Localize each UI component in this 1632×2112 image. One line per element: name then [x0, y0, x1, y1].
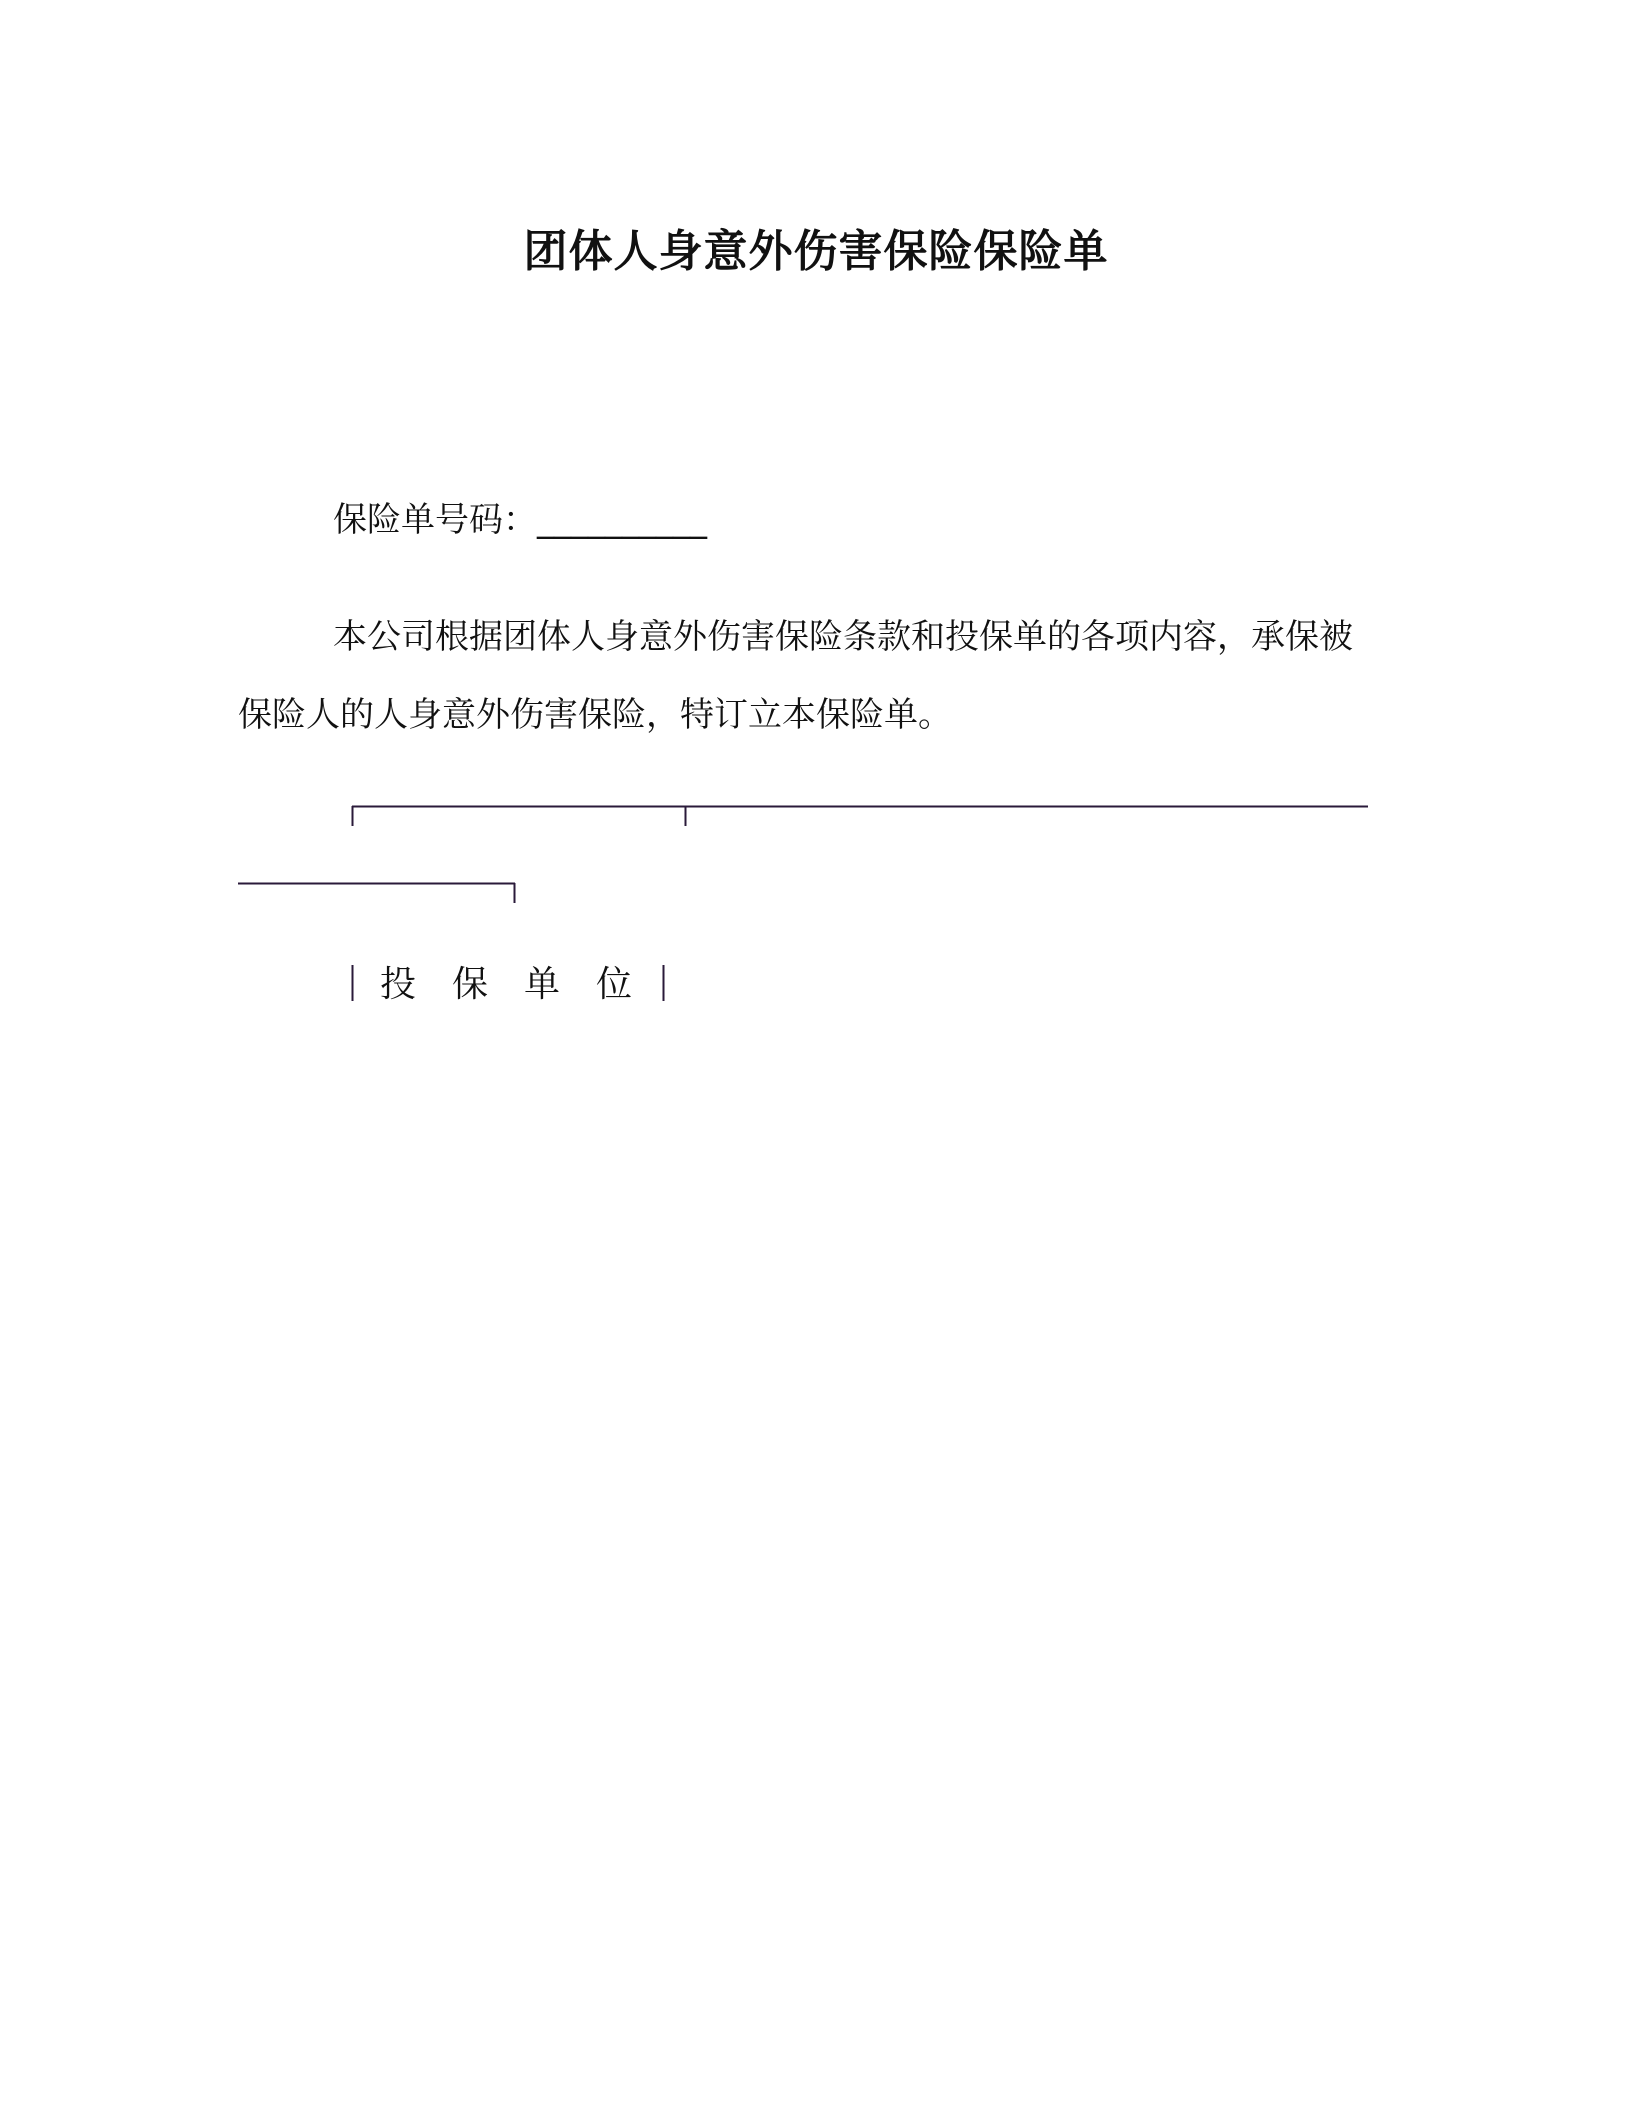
intro-paragraph: 本公司根据团体人身意外伤害保险条款和投保单的各项内容，承保被保险人的人身意外伤害保险，特订立本保险单。: [238, 617, 1353, 735]
document-title: 团体人身意外伤害保险保险单: [523, 226, 1109, 277]
applicant-unit-label: 投保单位: [380, 964, 669, 1005]
policy-number-field: 保险单号码：__________: [333, 500, 707, 540]
